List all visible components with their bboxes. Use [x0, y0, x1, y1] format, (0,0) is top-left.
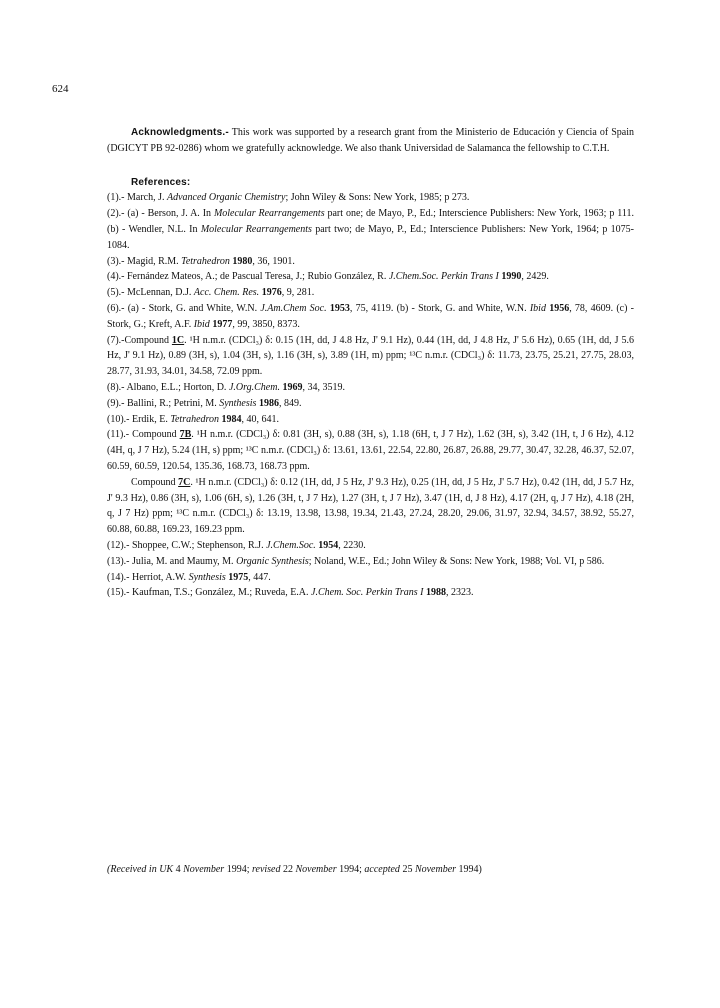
text-run: (11).- Compound [107, 429, 180, 441]
italic-text: Ibid [193, 318, 210, 330]
bold-text: 1977 [212, 318, 233, 330]
italic-text: Molecular Rearrangements [213, 208, 325, 220]
text-run: part one; de Mayo, P., Ed.; Interscience Publishers: New York, 1963; p 111. (b) - Wendler, N.L. In [107, 208, 634, 235]
reference-item [107, 412, 634, 428]
text-run: . ¹H n.m.r. (CDCl₃) δ: 0.12 (1H, dd, J 5 Hz, J' 9.3 Hz), 0.25 (1H, dd, J 5 Hz, J' 5.7 Hz), 0.42 (1H, dd, J 5.7 Hz, J' 9.3 Hz), 0.86 (3H, s), 1.06 (6H, s), 1.26 (3H, t, J 7 Hz), 1.27 (3H, t, J 7 Hz), 3.47 (1H, d, J 8 Hz), 4.17 (2H, q, J 7 Hz), 4.18 (2H, q, J 7 Hz) ppm; ¹³C n.m.r. (CDCl₃) δ: 13.19, 13.98, 13.98, 19.34, 21.43, 27.24, 28.20, 29.06, 31.97, 32.94, 34.57, 38.92, 55.27, 60.88, 60.88, 169.23, 169.23 ppm. [107, 476, 634, 536]
italic-text: J.Chem.Soc. [266, 539, 316, 551]
bold-text: 1956 [549, 302, 570, 314]
text-run: , 2429. [521, 271, 549, 283]
compound-label: 1C [171, 334, 185, 346]
text-run: (5).- McLennan, D.J. [107, 287, 194, 299]
reference-item [107, 301, 634, 333]
reference-item [107, 427, 634, 474]
italic-text: Synthesis [188, 571, 226, 583]
bold-text: 1969 [282, 381, 303, 393]
text-run: , 2323. [446, 587, 474, 599]
compound-label: 7B [179, 429, 192, 441]
italic-text: J.Org.Chem. [228, 381, 280, 393]
italic-text: J.Chem.Soc. Perkin Trans I [388, 271, 499, 283]
bold-text: 1954 [318, 539, 339, 551]
reference-item [107, 570, 634, 586]
acknowledgments-heading: Acknowledgments.- [131, 127, 229, 138]
italic-text: Advanced Organic Chemistry [166, 192, 286, 204]
reference-item [107, 206, 634, 253]
reference-item [107, 285, 634, 301]
text-run: 1994; [224, 864, 252, 875]
bold-text: 1976 [261, 287, 282, 299]
text-run: , 34, 3519. [302, 381, 345, 393]
reference-list [107, 190, 634, 601]
text-run: (3).- Magid, R.M. [107, 255, 182, 267]
bold-text: 1980 [232, 255, 253, 267]
reference-item [107, 396, 634, 412]
reference-item [107, 269, 634, 285]
text-run: (7).-Compound [107, 334, 172, 346]
text-run: (4).- Fernández Mateos, A.; de Pascual Teresa, J.; Rubio González, R. [107, 271, 389, 283]
bold-text: 1986 [258, 397, 279, 409]
text-run: , 99, 3850, 8373. [232, 318, 300, 330]
text-run: ; Noland, W.E., Ed.; John Wiley & Sons: New York, 1988; Vol. VI, p 586. [308, 555, 605, 567]
text-run: Compound [131, 476, 179, 488]
reference-item [107, 190, 634, 206]
text-run: 4 [173, 864, 184, 875]
text-run: , 849. [278, 397, 302, 409]
bold-text: 1984 [221, 413, 242, 425]
italic-text: Molecular Rearrangements [200, 223, 312, 235]
italic-text: Acc. Chem. Res. [193, 287, 260, 299]
italic-text: Tetrahedron [170, 413, 220, 425]
text-run: (8).- Albano, E.L.; Horton, D. [107, 381, 229, 393]
italic-text: (Received in UK [107, 864, 174, 875]
references-title: References: [131, 176, 191, 188]
italic-text: Synthesis [219, 397, 257, 409]
text-run: 25 [399, 864, 415, 875]
acknowledgments-text: This work was supported by a research grant from the Ministerio de Educación y Ciencia of Spain (DGICYT PB 92-0286) whom we gratefully acknowledge. We also thank Universidad de Salamanca the fellowship to C.T.H. [107, 127, 634, 154]
reference-item [107, 380, 634, 396]
reference-item [107, 254, 634, 270]
reference-item [107, 585, 634, 601]
text-run: (13).- Julia, M. and Maumy, M. [107, 555, 237, 567]
italic-text: November [295, 864, 337, 875]
italic-text: revised [251, 864, 281, 875]
compound-label: 7C [178, 476, 191, 488]
text-run: . ¹H n.m.r. (CDCl₃) δ: 0.81 (3H, s), 0.88 (3H, s), 1.18 (6H, t, J 7 Hz), 1.62 (3H, s), 3.42 (1H, t, J 6 Hz), 4.12 (4H, q, J 7 Hz), 5.24 (1H, s) ppm; ¹³C n.m.r. (CDCl₃) δ: 13.61, 13.61, 22.54, 22.80, 26.87, 26.88, 29.77, 30.47, 32.28, 46.37, 52.07, 60.59, 60.59, 120.54, 135.36, 168.73, 168.73 ppm. [107, 429, 634, 472]
text-run: (15).- Kaufman, T.S.; González, M.; Ruveda, E.A. [107, 587, 312, 599]
text-run: 1994) [456, 864, 482, 875]
text-run: , 40, 641. [241, 413, 280, 425]
page-number: 624 [52, 83, 69, 95]
text-run: part two; de Mayo, P., Ed.; Interscience Publishers: New York, 1964; p 1075-1084. [107, 223, 634, 251]
text-run: , 447. [248, 571, 271, 583]
text-run: . ¹H n.m.r. (CDCl₃) δ: 0.15 (1H, dd, J 4.8 Hz, J' 9.1 Hz), 0.44 (1H, dd, J 4.8 Hz, J' 5.6 Hz), 0.65 (1H, dd, J 5.6 Hz, J' 9.1 Hz), 0.89 (3H, s), 1.04 (3H, s), 1.16 (3H, s), 3.89 (1H, m) ppm; ¹³C n.m.r. (CDCl₃) δ: 11.73, 23.75, 25.21, 27.75, 28.03, 28.77, 31.93, 34.01, 34.58, 72.09 ppm. [107, 334, 634, 378]
reference-item [107, 538, 634, 554]
italic-text: Tetrahedron [181, 255, 230, 267]
text-run: 22 [280, 864, 296, 875]
italic-text: November [414, 864, 457, 875]
text-run: , 2230. [338, 539, 366, 551]
reference-continuation [107, 475, 634, 538]
text-run: ; John Wiley & Sons: New York, 1985; p 273. [285, 192, 470, 204]
text-run: , 36, 1901. [252, 255, 295, 267]
italic-text: November [183, 864, 225, 875]
reference-item [107, 554, 634, 570]
bold-text: 1953 [329, 302, 350, 314]
text-run: , 75, 4119. (b) - Stork, G. and White, W.N. [349, 302, 530, 314]
italic-text: J.Am.Chem Soc. [260, 302, 327, 314]
text-run: (12).- Shoppee, C.W.; Stephenson, R.J. [107, 539, 267, 551]
text-run: (2).- (a) - Berson, J. A. In [107, 208, 214, 220]
text-run: (14).- Herriot, A.W. [107, 571, 189, 583]
bold-text: 1975 [228, 571, 249, 583]
text-run: (10).- Erdik, E. [107, 413, 171, 425]
italic-text: Ibid [529, 302, 546, 314]
reference-item [107, 333, 634, 380]
text-run: 1994; [336, 864, 365, 875]
italic-text: J.Chem. Soc. Perkin Trans I [311, 587, 424, 599]
bold-text: 1990 [501, 271, 522, 283]
text-run: , 78, 4609. (c) - Stork, G.; Kreft, A.F. [107, 302, 635, 330]
text-run: , 9, 281. [281, 287, 315, 299]
received-dates [107, 864, 647, 875]
italic-text: Organic Synthesis [236, 555, 309, 567]
page-content [107, 125, 634, 601]
text-run: (9).- Ballini, R.; Petrini, M. [107, 397, 220, 409]
acknowledgments-paragraph [107, 125, 634, 157]
text-run: (1).- March, J. [107, 192, 167, 204]
bold-text: 1988 [426, 587, 447, 599]
italic-text: accepted [364, 864, 400, 875]
text-run: (6).- (a) - Stork, G. and White, W.N. [107, 302, 261, 314]
